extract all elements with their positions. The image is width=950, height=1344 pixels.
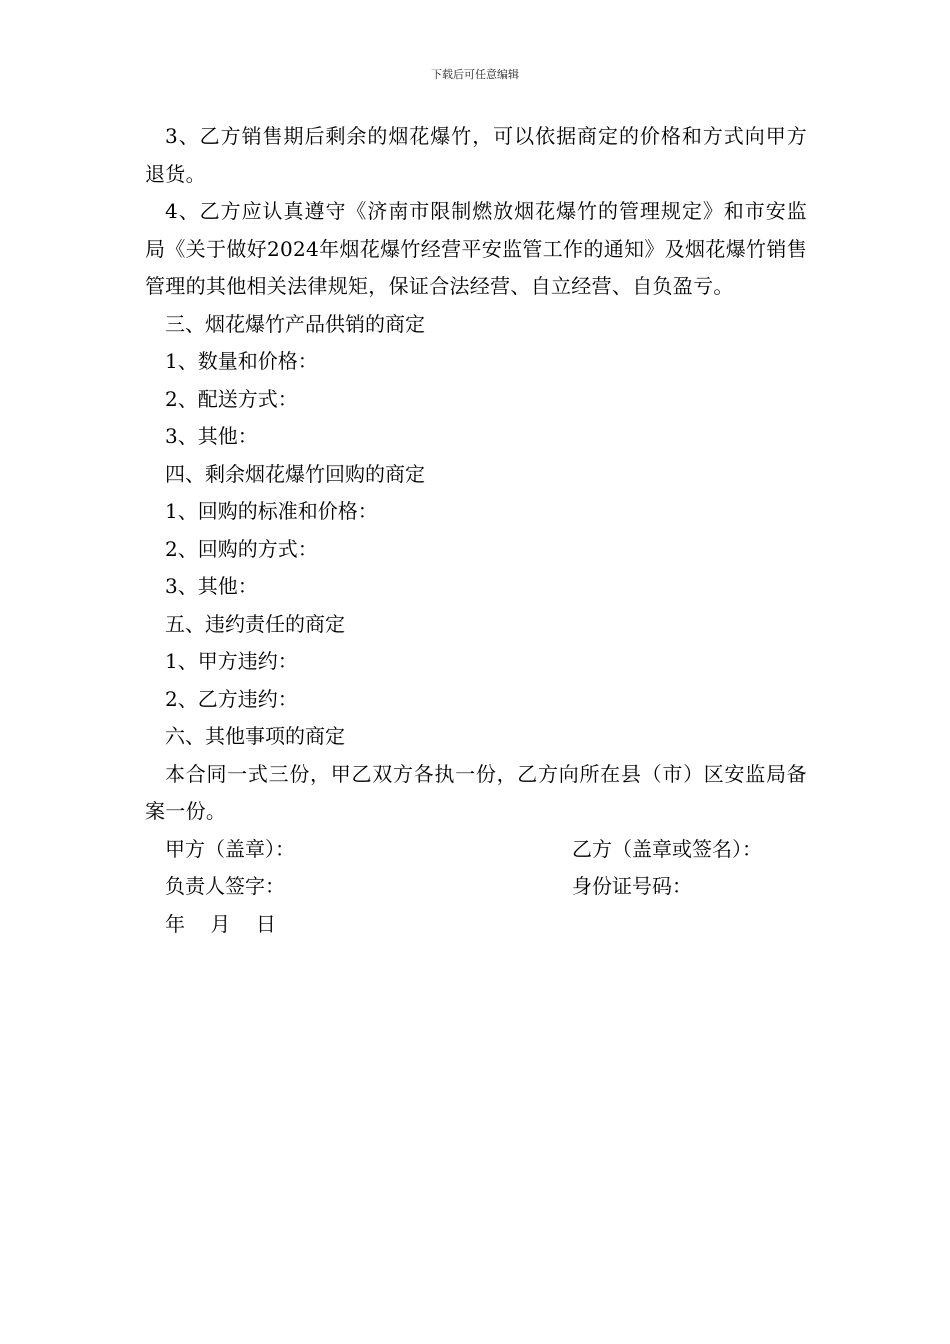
section-4-item-other: 3、其他： [165,574,258,598]
clause-4-paragraph: 4、乙方应认真遵守《济南市限制燃放烟花爆竹的管理规定》和市安监局《关于做好2024年烟花爆竹经营平安监管工作的通知》及烟花爆竹销售管理的其他相关法律规矩，保证合法经营、自立经营、自负盈亏。 [145,199,807,298]
document-body [145,118,807,943]
party-a-seal-label: 甲方（盖章）： [165,836,295,861]
id-number-label: 身份证号码： [572,874,692,898]
section-4-title: 四、剩余烟花爆竹回购的商定 [165,461,425,486]
section-5-item-party-a-breach: 1、甲方违约： [165,649,298,673]
section-4-item-standard-price: 1、回购的标准和价格： [165,499,378,523]
section-6-paragraph: 本合同一式三份，甲乙双方各执一份，乙方向所在县（市）区安监局备案一份。 [145,761,807,823]
section-5-title: 五、违约责任的商定 [165,611,345,636]
section-5-item-party-b-breach: 2、乙方违约： [165,686,298,711]
section-6-title: 六、其他事项的商定 [165,724,345,748]
section-3-title: 三、烟花爆竹产品供销的商定 [165,311,425,336]
responsible-sign-label: 负责人签字： [165,874,285,898]
section-3-item-delivery: 2、配送方式： [165,386,298,411]
header-note: 下载后可任意编辑 [431,68,519,81]
signature-row-seal [145,831,807,869]
date-line: 年 月 日 [165,911,276,936]
section-3-item-quantity-price: 1、数量和价格： [165,349,318,373]
signature-row-sign [145,868,807,906]
party-b-seal-label: 乙方（盖章或签名）： [572,836,762,861]
section-3-item-other: 3、其他： [165,424,258,448]
clause-3-paragraph: 3、乙方销售期后剩余的烟花爆竹，可以依据商定的价格和方式向甲方退货。 [145,124,807,186]
section-4-item-method: 2、回购的方式： [165,536,318,561]
